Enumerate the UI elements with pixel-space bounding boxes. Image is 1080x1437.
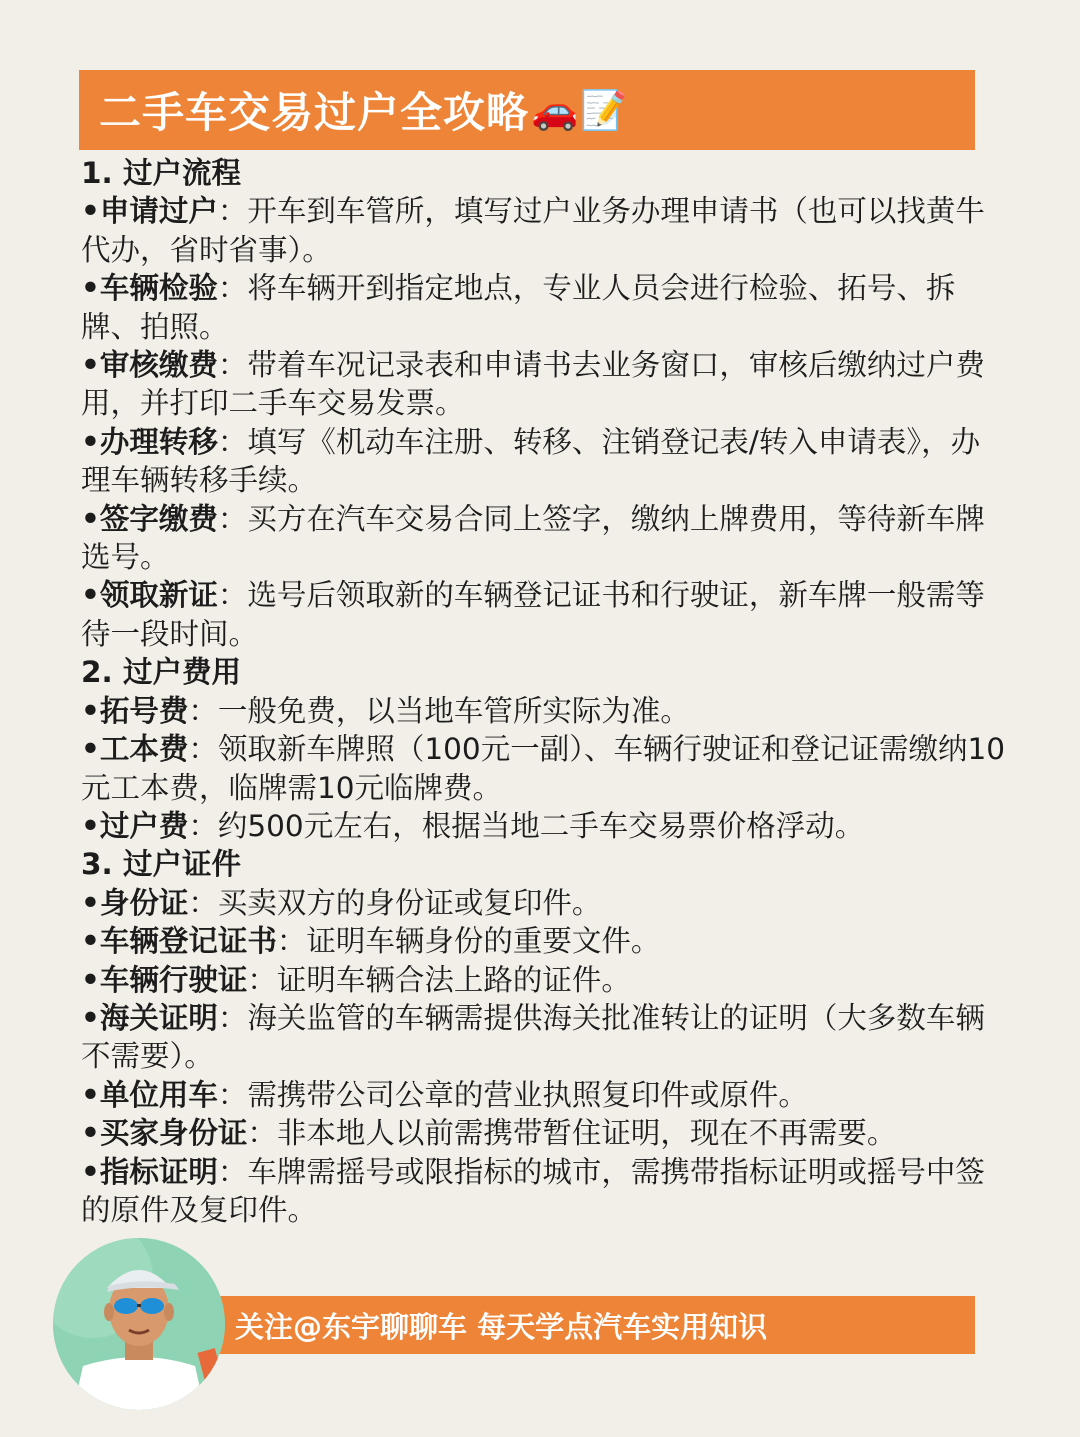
list-item: [81, 730, 1006, 807]
bullet-icon: •: [81, 424, 100, 459]
item-colon: ：: [217, 1000, 248, 1035]
bullet-icon: •: [81, 732, 100, 767]
item-description: 非本地人以前需携带暂住证明，现在不再需要。: [276, 1116, 897, 1151]
item-colon: ：: [217, 1077, 248, 1112]
memo-emoji-icon: 📝: [580, 87, 628, 132]
bullet-icon: •: [81, 271, 100, 306]
article-content: [81, 154, 1006, 1229]
item-term: 买家身份证: [99, 1116, 248, 1151]
item-colon: ：: [188, 885, 218, 920]
list-item: [81, 1076, 1006, 1114]
bullet-icon: •: [81, 1000, 100, 1035]
list-item: [81, 884, 1006, 922]
bullet-icon: •: [81, 578, 100, 613]
item-description: 一般免费，以当地车管所实际为准。: [217, 693, 690, 728]
item-colon: ：: [217, 501, 248, 536]
item-term: 指标证明: [99, 1154, 218, 1189]
avatar-portrait-icon: [53, 1238, 225, 1410]
item-term: 单位用车: [99, 1077, 218, 1112]
bullet-icon: •: [81, 348, 100, 383]
item-colon: ：: [188, 693, 218, 728]
bullet-icon: •: [81, 1116, 100, 1151]
bullet-icon: •: [81, 501, 100, 536]
list-item: [81, 692, 1006, 730]
bullet-icon: •: [81, 1077, 100, 1112]
item-description: 填写《机动车注册、转移、注销登记表/转入申请表》，办理车辆转移手续。: [81, 424, 981, 498]
item-colon: ：: [217, 194, 248, 229]
item-description: 需携带公司公章的营业执照复印件或原件。: [247, 1077, 808, 1112]
car-emoji-icon: 🚗: [531, 87, 579, 132]
title-banner: [79, 70, 975, 150]
section-heading: 3. 过户证件: [81, 847, 242, 882]
item-term: 海关证明: [99, 1000, 218, 1035]
list-item: [81, 346, 1006, 423]
item-colon: ：: [217, 271, 248, 306]
list-item: [81, 807, 1006, 845]
bullet-icon: •: [81, 808, 100, 843]
item-term: 工本费: [99, 732, 189, 767]
item-description: 带着车况记录表和申请书去业务窗口，审核后缴纳过户费用，并打印二手车交易发票。: [81, 348, 985, 421]
item-colon: ：: [188, 732, 218, 767]
avatar: [53, 1238, 225, 1410]
item-term: 过户费: [99, 808, 189, 843]
list-item: [81, 922, 1006, 960]
list-item: [81, 1153, 1006, 1230]
item-term: 车辆登记证书: [99, 924, 277, 959]
list-item: [81, 1114, 1006, 1152]
item-colon: ：: [217, 1154, 248, 1189]
item-term: 签字缴费: [99, 501, 218, 536]
bullet-icon: •: [81, 962, 100, 997]
bullet-icon: •: [81, 194, 100, 229]
item-term: 办理转移: [99, 424, 218, 459]
list-item: [81, 999, 1006, 1076]
item-description: 买卖双方的身份证或复印件。: [217, 885, 602, 920]
item-colon: ：: [188, 808, 218, 843]
item-colon: ：: [247, 1116, 277, 1151]
item-term: 领取新证: [99, 578, 218, 613]
item-description: 开车到车管所，填写过户业务办理申请书（也可以找黄牛代办，省时省事）。: [81, 194, 985, 267]
list-item: [81, 192, 1006, 269]
item-description: 领取新车牌照（100元一副）、车辆行驶证和登记证需缴纳10元工本费，临牌需10元临牌费。: [81, 732, 1005, 805]
list-item: [81, 423, 1006, 500]
bullet-icon: •: [81, 1154, 100, 1189]
footer-text: 关注@东宇聊聊车 每天学点汽车实用知识: [235, 1309, 768, 1344]
bullet-icon: •: [81, 693, 100, 728]
bullet-icon: •: [81, 885, 100, 920]
item-term: 申请过户: [99, 194, 218, 229]
item-term: 车辆检验: [99, 271, 218, 306]
item-colon: ：: [217, 348, 248, 383]
item-description: 选号后领取新的车辆登记证书和行驶证，新车牌一般需等待一段时间。: [81, 578, 985, 651]
list-item: [81, 269, 1006, 346]
page-title: 二手车交易过户全攻略: [99, 88, 530, 137]
item-colon: ：: [276, 924, 307, 959]
item-colon: ：: [217, 578, 248, 613]
item-description: 证明车辆合法上路的证件。: [276, 962, 631, 997]
item-term: 身份证: [99, 885, 189, 920]
list-item: [81, 961, 1006, 999]
section-heading: 2. 过户费用: [81, 655, 242, 690]
list-item: [81, 576, 1006, 653]
item-description: 证明车辆身份的重要文件。: [306, 924, 661, 959]
item-colon: ：: [247, 962, 277, 997]
bullet-icon: •: [81, 924, 100, 959]
item-description: 买方在汽车交易合同上签字，缴纳上牌费用，等待新车牌选号。: [81, 501, 985, 575]
item-description: 车牌需摇号或限指标的城市，需携带指标证明或摇号中签的原件及复印件。: [81, 1154, 985, 1227]
item-description: 将车辆开到指定地点，专业人员会进行检验、拓号、拆牌、拍照。: [81, 271, 956, 344]
item-term: 审核缴费: [99, 348, 218, 383]
item-colon: ：: [217, 424, 248, 459]
list-item: [81, 500, 1006, 577]
section-heading: 1. 过户流程: [81, 156, 242, 190]
footer-banner: [205, 1296, 975, 1354]
item-term: 车辆行驶证: [99, 962, 248, 997]
item-description: 海关监管的车辆需提供海关批准转让的证明（大多数车辆不需要）。: [81, 1000, 985, 1074]
item-description: 约500元左右，根据当地二手车交易票价格浮动。: [217, 808, 865, 843]
item-term: 拓号费: [99, 693, 189, 728]
